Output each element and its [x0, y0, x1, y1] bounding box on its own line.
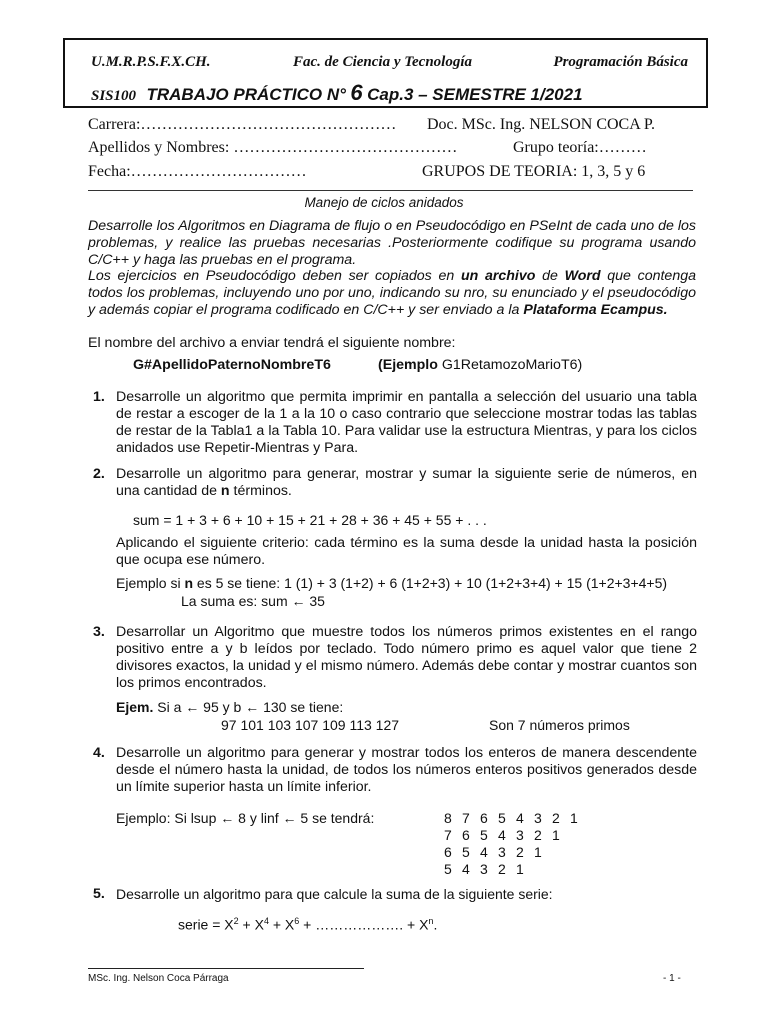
footer-rule — [88, 968, 364, 969]
grid-cell: 5 — [444, 861, 452, 877]
problem-5-series: serie = $X^2 + X^4 + X^6$ + ………………. + $X^n$. — [178, 916, 438, 933]
problem-4-example: Ejemplo: Si lsup ← 8 y linf ← 5 se tendrá: — [116, 810, 375, 826]
apellidos-field: Apellidos y Nombres: …………………………………… — [88, 139, 458, 156]
grid-cell: 2 — [516, 844, 524, 860]
grupo-field: Grupo teoría:……… — [513, 139, 647, 156]
grid-cell: 6 — [480, 810, 488, 826]
page-number: - 1 - — [663, 973, 681, 984]
intro-paragraph-1: Desarrolle los Algoritmos en Diagrama de flujo o en Pseudocódigo en PSeInt de cada uno de los problemas, y realice las pruebas necesarias .Posteriormente codifique su programa usando C/C++ y haga las pruebas en el programa. — [88, 218, 696, 268]
header-box — [63, 38, 708, 108]
grid-cell: 2 — [498, 861, 506, 877]
file-name-pattern: G#ApellidoPaternoNombreT6 — [133, 357, 331, 373]
problem-2-example: Ejemplo si n es 5 se tiene: 1 (1) + 3 (1+2) + 6 (1+2+3) + 10 (1+2+3+4) + 15 (1+2+3+4+5) — [116, 575, 668, 591]
grid-cell: 7 — [444, 827, 452, 843]
intro-paragraph-2: Los ejercicios en Pseudocódigo deben ser copiados en un archivo de Word que contenga todos los problemas, incluyendo uno por uno, indicando su nro, su enunciado y el pseudocódigo y además copiar el programa codificado en C/C++ y ser enviado a la Plataforma Ecampus. — [88, 268, 696, 318]
grid-cell: 1 — [552, 827, 560, 843]
problem-2-number: 2. — [93, 466, 105, 482]
grid-cell: 6 — [462, 827, 470, 843]
problem-4-text: Desarrolle un algoritmo para generar y mostrar todos los enteros de manera descendente desde el número hasta la unidad, de todos los números enteros positivos generados desde un límite superior hasta un límite inferior. — [116, 745, 697, 795]
title-prefix: TRABAJO PRÁCTICO N° — [146, 85, 346, 104]
grid-cell: 8 — [444, 810, 452, 826]
problem-2-series: sum = 1 + 3 + 6 + 10 + 15 + 21 + 28 + 36 + 45 + 55 + . . . — [133, 512, 487, 528]
footer-author: MSc. Ing. Nelson Coca Párraga — [88, 973, 229, 984]
problem-5-text: Desarrolle un algoritmo para que calcule la suma de la siguiente serie: — [116, 886, 553, 902]
grid-cell: 3 — [498, 844, 506, 860]
university: U.M.R.P.S.F.X.CH. — [91, 54, 211, 70]
problem-3-number: 3. — [93, 624, 105, 640]
fecha-field: Fecha:…………………………… — [88, 163, 307, 180]
grid-cell: 4 — [498, 827, 506, 843]
problem-3-primes: 97 101 103 107 109 113 127 — [221, 717, 400, 733]
course-code: SIS100 — [91, 88, 137, 104]
grupos-teoria: GRUPOS DE TEORIA: 1, 3, 5 y 6 — [422, 163, 646, 180]
subject: Programación Básica — [553, 54, 688, 70]
problem-4-number: 4. — [93, 745, 105, 761]
grid-cell: 4 — [516, 810, 524, 826]
problem-2-criteria: Aplicando el siguiente criterio: cada término es la suma desde la unidad hasta la posición que ocupa ese número. — [116, 535, 697, 568]
grid-cell: 2 — [552, 810, 560, 826]
faculty: Fac. de Ciencia y Tecnología — [293, 54, 473, 70]
grid-cell: 2 — [534, 827, 542, 843]
info-divider — [88, 190, 693, 191]
grid-cell: 1 — [534, 844, 542, 860]
problem-2-sum: La suma es: sum ← 35 — [181, 593, 325, 609]
grid-cell: 4 — [462, 861, 470, 877]
problem-5-number: 5. — [93, 886, 105, 902]
grid-cell: 5 — [462, 844, 470, 860]
problem-2-text: Desarrolle un algoritmo para generar, mostrar y sumar la siguiente serie de números, en una cantidad de n términos. — [116, 466, 697, 499]
docente: Doc. MSc. Ing. NELSON COCA P. — [427, 116, 656, 133]
grid-cell: 7 — [462, 810, 470, 826]
grid-cell: 3 — [516, 827, 524, 843]
grid-cell: 6 — [444, 844, 452, 860]
problem-1-text: Desarrolle un algoritmo que permita imprimir en pantalla a selección del usuario una tabla de restar a escoger de la 1 a la 10 o caso contrario que seleccione mostrar todas las tablas de restar de la Tabla1 a la Tabla 10. Para validar use la estructura Mientras, y para los ciclos anidados use Repetir-Mientras y Para. — [116, 389, 697, 456]
problem-3-example: Ejem. Si a ← 95 y b ← 130 se tiene: — [116, 699, 344, 715]
title-number: 6 — [350, 80, 363, 105]
grid-cell: 3 — [534, 810, 542, 826]
grid-cell: 5 — [498, 810, 506, 826]
file-name-example: (Ejemplo G1RetamozoMarioT6) — [378, 357, 583, 373]
problem-1-number: 1. — [93, 389, 105, 405]
grid-cell: 1 — [570, 810, 578, 826]
carrera-field: Carrera:………………………………………… — [88, 116, 397, 133]
file-name-instruction: El nombre del archivo a enviar tendrá el siguiente nombre: — [88, 335, 456, 351]
grid-cell: 1 — [516, 861, 524, 877]
grid-cell: 4 — [480, 844, 488, 860]
grid-cell: 3 — [480, 861, 488, 877]
topic-title: Manejo de ciclos anidados — [304, 195, 464, 210]
problem-3-primes-note: Son 7 números primos — [489, 717, 630, 733]
header-row-2 — [91, 80, 583, 106]
title-suffix: Cap.3 – SEMESTRE 1/2021 — [367, 85, 583, 104]
grid-cell: 5 — [480, 827, 488, 843]
problem-3-text: Desarrollar un Algoritmo que muestre todos los números primos existentes en el rango positivo entre a y b leídos por teclado. Todo número primo es aquel valor que tiene 2 divisores exactos, la unidad y el mismo número. Además debe contar y mostrar cuantos son los primos encontrados. — [116, 624, 697, 691]
